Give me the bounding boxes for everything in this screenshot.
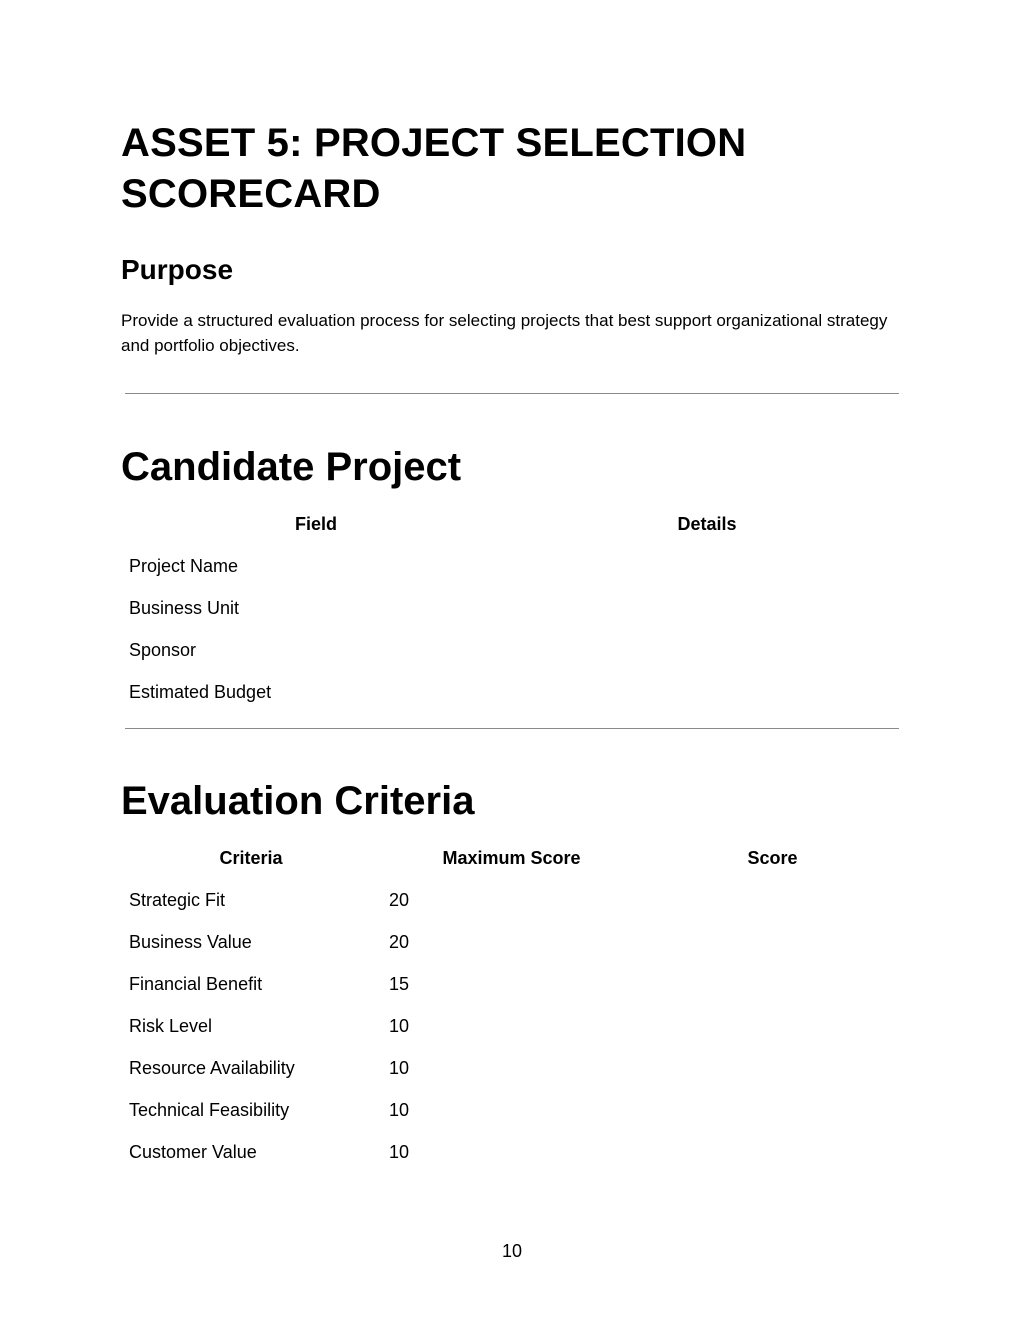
criteria-cell: Resource Availability: [129, 1057, 295, 1078]
table-row: [121, 963, 903, 1005]
page-number: 10: [501, 1241, 523, 1261]
table-row: [121, 879, 903, 921]
table-row: [121, 587, 903, 629]
max-score-cell: 20: [389, 931, 410, 952]
max-score-cell: 10: [389, 1099, 410, 1120]
max-score-cell: 10: [389, 1015, 410, 1036]
table-row: [121, 1047, 903, 1089]
score-cell[interactable]: [642, 1131, 903, 1173]
criteria-cell: Financial Benefit: [129, 973, 263, 994]
column-header-score: Score: [747, 847, 798, 868]
table-row: [121, 545, 903, 587]
criteria-cell: Strategic Fit: [129, 889, 226, 910]
score-cell[interactable]: [642, 1047, 903, 1089]
score-cell[interactable]: [642, 1089, 903, 1131]
max-score-cell: 10: [389, 1141, 410, 1162]
max-score-cell: 15: [389, 973, 410, 994]
max-score-cell: 10: [389, 1057, 410, 1078]
purpose-heading: Purpose: [121, 254, 234, 285]
column-header-field: Field: [294, 513, 337, 534]
max-score-cell: 20: [389, 889, 410, 910]
column-header-details: Details: [677, 513, 737, 534]
details-cell[interactable]: [511, 629, 903, 671]
table-header-row: [121, 837, 903, 879]
table-row: [121, 1131, 903, 1173]
table-row: [121, 1089, 903, 1131]
column-header-maximum-score: Maximum Score: [442, 847, 581, 868]
score-cell[interactable]: [642, 1005, 903, 1047]
table-header-row: [121, 503, 903, 545]
table-row: [121, 921, 903, 963]
score-cell[interactable]: [642, 963, 903, 1005]
field-cell: Sponsor: [129, 639, 197, 660]
field-cell: Project Name: [129, 555, 239, 576]
purpose-text: Provide a structured evaluation process for selecting projects that best support organizational strategy and portfolio objectives.: [121, 311, 888, 355]
column-header-criteria: Criteria: [219, 847, 283, 868]
evaluation-criteria-heading: Evaluation Criteria: [121, 779, 475, 823]
table-row: [121, 629, 903, 671]
score-cell[interactable]: [642, 921, 903, 963]
criteria-cell: Technical Feasibility: [129, 1099, 290, 1120]
candidate-project-table: [121, 503, 903, 713]
table-row: [121, 1005, 903, 1047]
section-divider: [125, 393, 899, 394]
score-cell[interactable]: [642, 879, 903, 921]
field-cell: Estimated Budget: [129, 681, 272, 702]
criteria-cell: Customer Value: [129, 1141, 257, 1162]
evaluation-criteria-table: [121, 837, 903, 1173]
details-cell[interactable]: [511, 671, 903, 713]
criteria-cell: Risk Level: [129, 1015, 213, 1036]
candidate-project-heading: Candidate Project: [121, 445, 462, 489]
field-cell: Business Unit: [129, 597, 240, 618]
section-divider: [125, 728, 899, 729]
details-cell[interactable]: [511, 587, 903, 629]
table-row: [121, 671, 903, 713]
criteria-cell: Business Value: [129, 931, 252, 952]
details-cell[interactable]: [511, 545, 903, 587]
document-title: ASSET 5: PROJECT SELECTION SCORECARD: [121, 121, 747, 216]
